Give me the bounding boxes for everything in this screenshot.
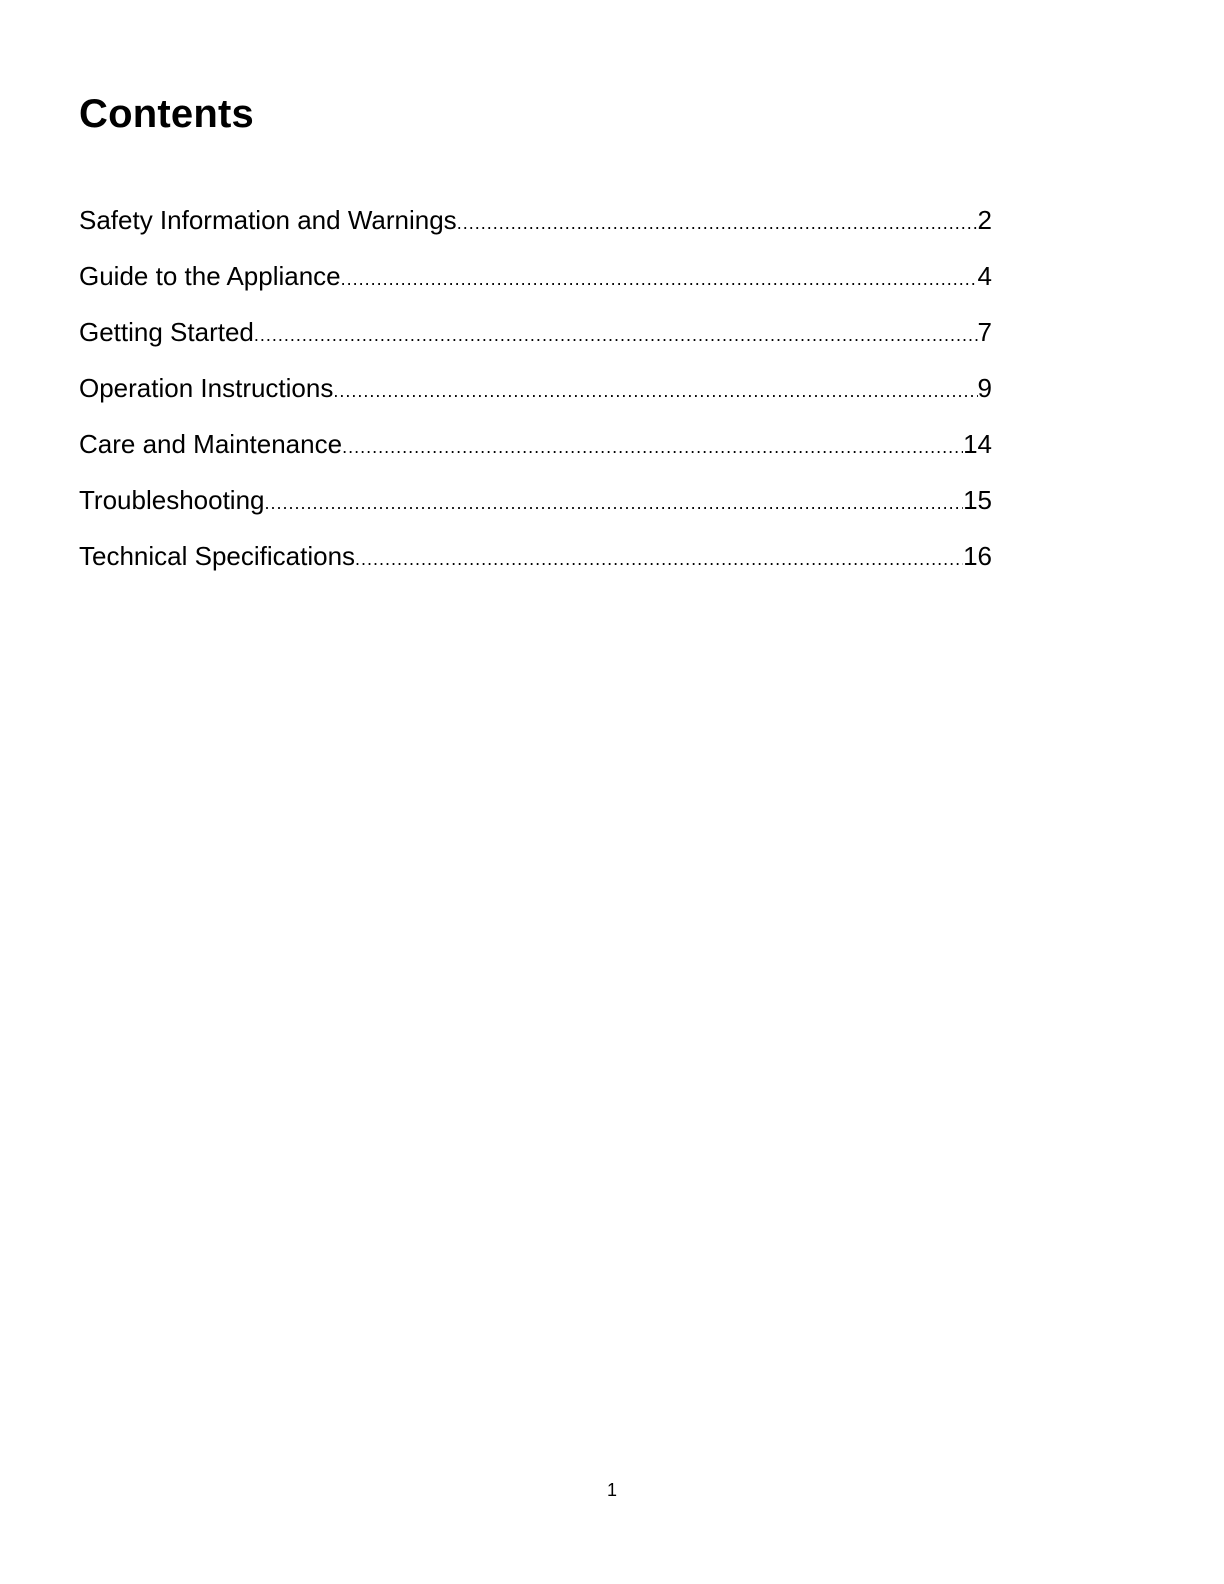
toc-entry-title: Getting Started (79, 317, 254, 347)
toc-entry-title: Guide to the Appliance (79, 261, 341, 291)
toc-entry-safety[interactable] (79, 200, 992, 256)
toc-dot-leader (254, 315, 978, 355)
toc-dot-leader (342, 427, 963, 467)
toc-entry-troubleshooting[interactable] (79, 480, 992, 536)
toc-entry-specifications[interactable] (79, 536, 992, 592)
toc-entry-care[interactable] (79, 424, 992, 480)
toc-dot-leader (341, 259, 978, 299)
toc-entry-guide[interactable] (79, 256, 992, 312)
page-title: Contents (79, 92, 254, 136)
toc-entry-page: 2 (977, 205, 992, 235)
toc-entry-getting-started[interactable] (79, 312, 992, 368)
page-number: 1 (606, 1480, 617, 1500)
toc-entry-page: 16 (963, 541, 992, 571)
toc-entry-page: 15 (963, 485, 992, 515)
toc-dot-leader (333, 371, 977, 411)
toc-entry-page: 4 (977, 261, 992, 291)
toc-entry-page: 7 (977, 317, 992, 347)
toc-entry-page: 14 (963, 429, 992, 459)
toc-dot-leader (457, 203, 978, 243)
toc-dot-leader (355, 539, 963, 579)
toc-entry-title: Technical Specifications (79, 541, 356, 571)
toc-dot-leader (265, 483, 964, 523)
toc-entry-operation[interactable] (79, 368, 992, 424)
toc-entry-title: Operation Instructions (79, 373, 334, 403)
toc-entry-title: Safety Information and Warnings (79, 205, 457, 235)
toc-entry-page: 9 (977, 373, 992, 403)
toc-entry-title: Care and Maintenance (79, 429, 343, 459)
table-of-contents (79, 200, 992, 592)
toc-entry-title: Troubleshooting (79, 485, 265, 515)
